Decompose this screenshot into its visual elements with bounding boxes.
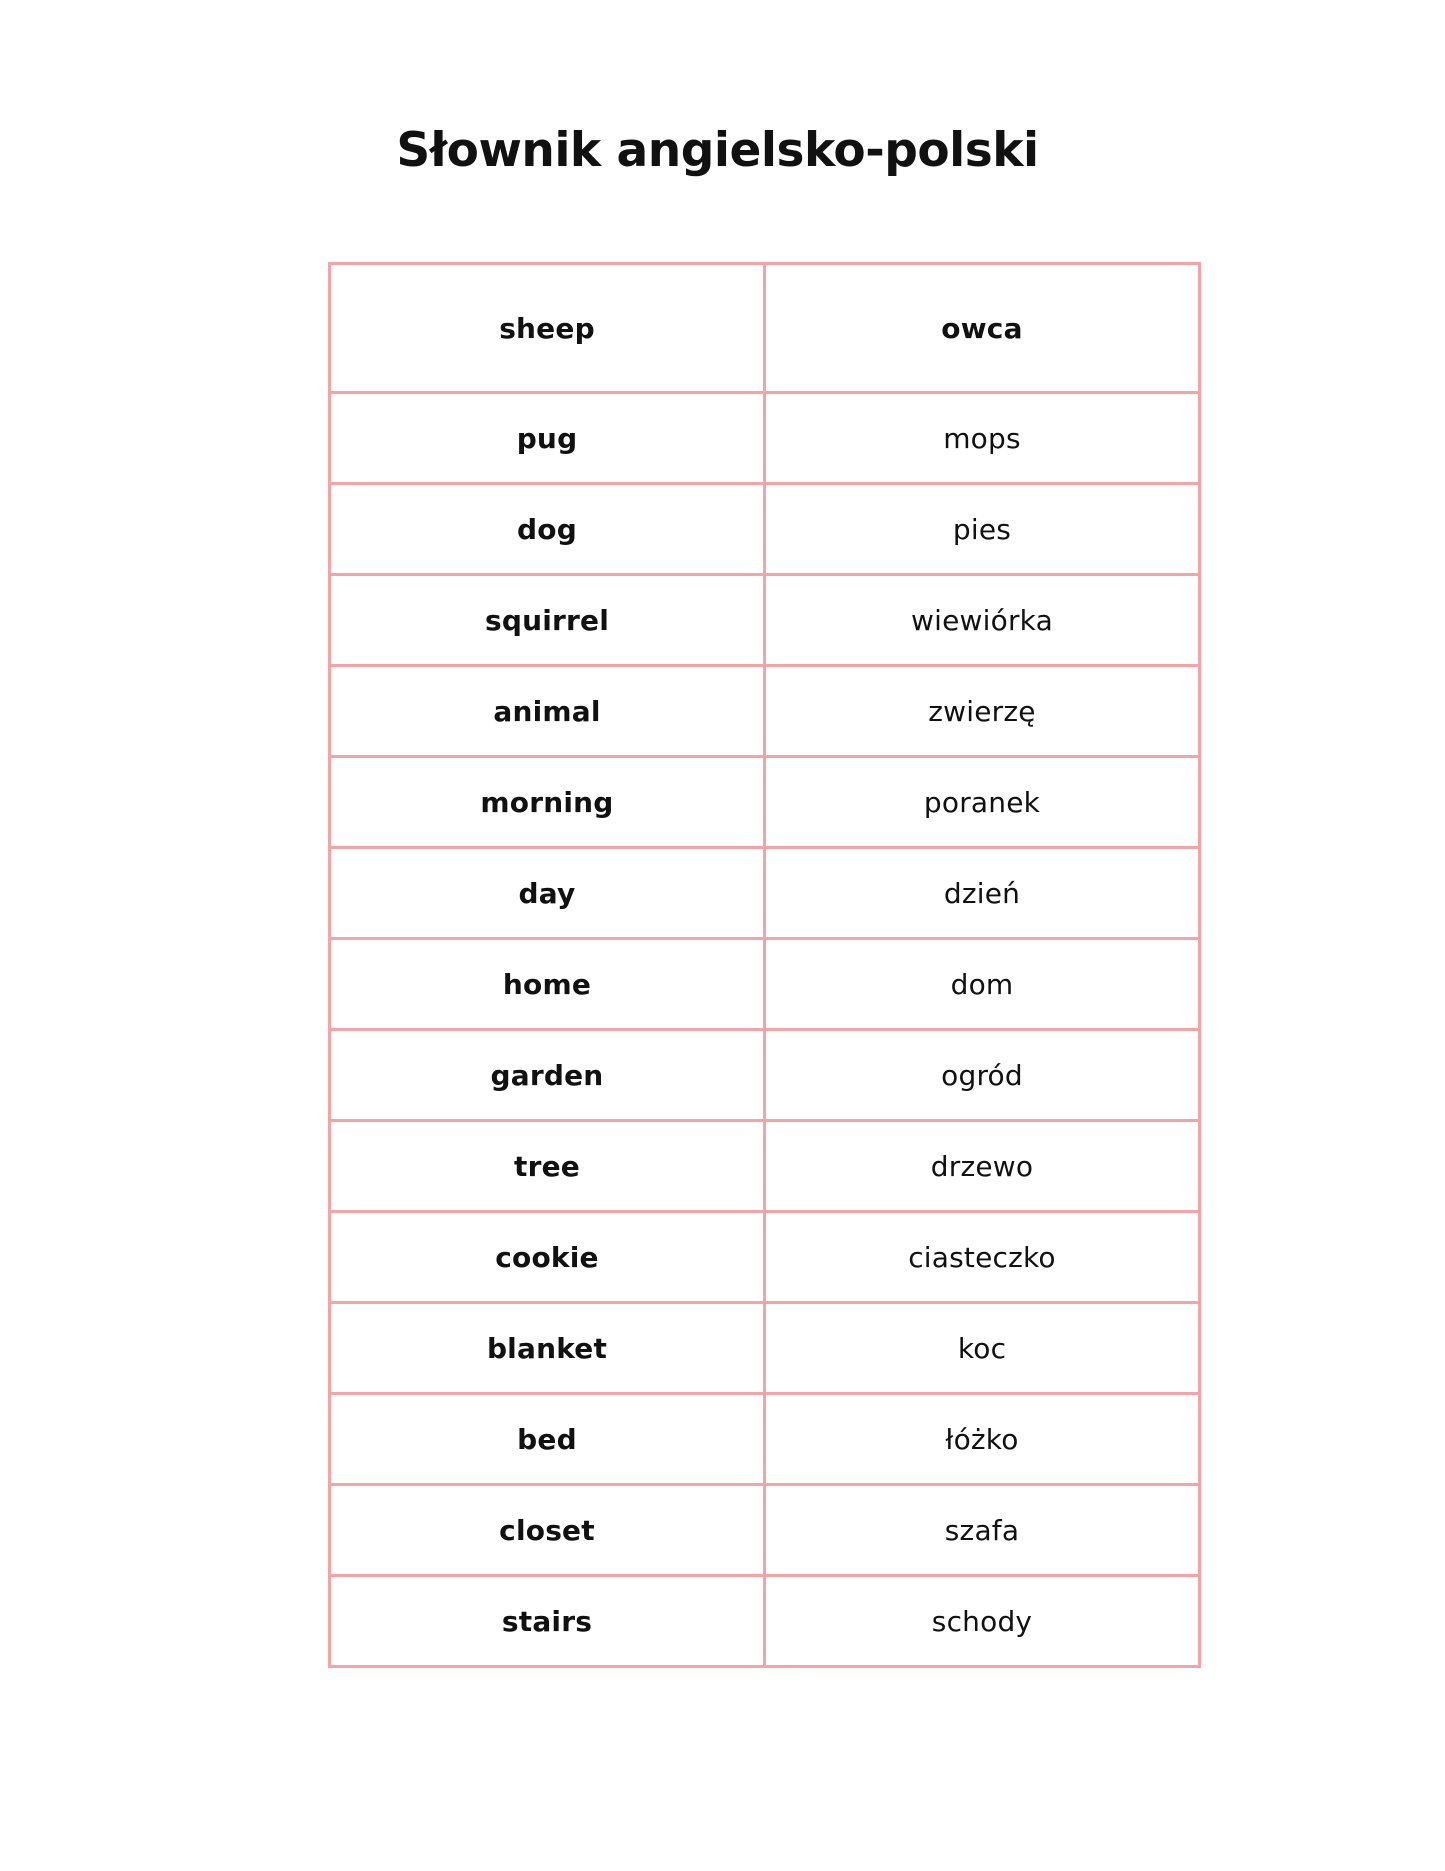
table-row [330, 1485, 1200, 1576]
english-word: stairs [330, 1576, 765, 1667]
english-word: pug [330, 393, 765, 484]
table-row [330, 264, 1200, 393]
english-word: blanket [330, 1303, 765, 1394]
english-word: animal [330, 666, 765, 757]
english-word: tree [330, 1121, 765, 1212]
polish-word: owca [765, 264, 1200, 393]
polish-word: schody [765, 1576, 1200, 1667]
english-word: sheep [330, 264, 765, 393]
polish-word: ciasteczko [765, 1212, 1200, 1303]
polish-word: koc [765, 1303, 1200, 1394]
polish-word: zwierzę [765, 666, 1200, 757]
table-row [330, 1303, 1200, 1394]
english-word: home [330, 939, 765, 1030]
table-row [330, 1121, 1200, 1212]
table-row [330, 666, 1200, 757]
polish-word: dom [765, 939, 1200, 1030]
table-row [330, 848, 1200, 939]
english-word: squirrel [330, 575, 765, 666]
table-row [330, 1576, 1200, 1667]
dictionary-table-body [330, 264, 1200, 1667]
english-word: cookie [330, 1212, 765, 1303]
english-word: dog [330, 484, 765, 575]
polish-word: mops [765, 393, 1200, 484]
table-row [330, 393, 1200, 484]
english-word: garden [330, 1030, 765, 1121]
polish-word: szafa [765, 1485, 1200, 1576]
polish-word: drzewo [765, 1121, 1200, 1212]
english-word: day [330, 848, 765, 939]
table-row [330, 1394, 1200, 1485]
page-title: Słownik angielsko-polski [396, 123, 1039, 178]
polish-word: poranek [765, 757, 1200, 848]
english-word: bed [330, 1394, 765, 1485]
polish-word: łóżko [765, 1394, 1200, 1485]
table-row [330, 757, 1200, 848]
table-row [330, 484, 1200, 575]
polish-word: wiewiórka [765, 575, 1200, 666]
english-word: morning [330, 757, 765, 848]
polish-word: ogród [765, 1030, 1200, 1121]
table-row [330, 1030, 1200, 1121]
english-word: closet [330, 1485, 765, 1576]
polish-word: pies [765, 484, 1200, 575]
polish-word: dzień [765, 848, 1200, 939]
dictionary-table [328, 262, 1201, 1668]
table-row [330, 575, 1200, 666]
table-row [330, 939, 1200, 1030]
table-row [330, 1212, 1200, 1303]
